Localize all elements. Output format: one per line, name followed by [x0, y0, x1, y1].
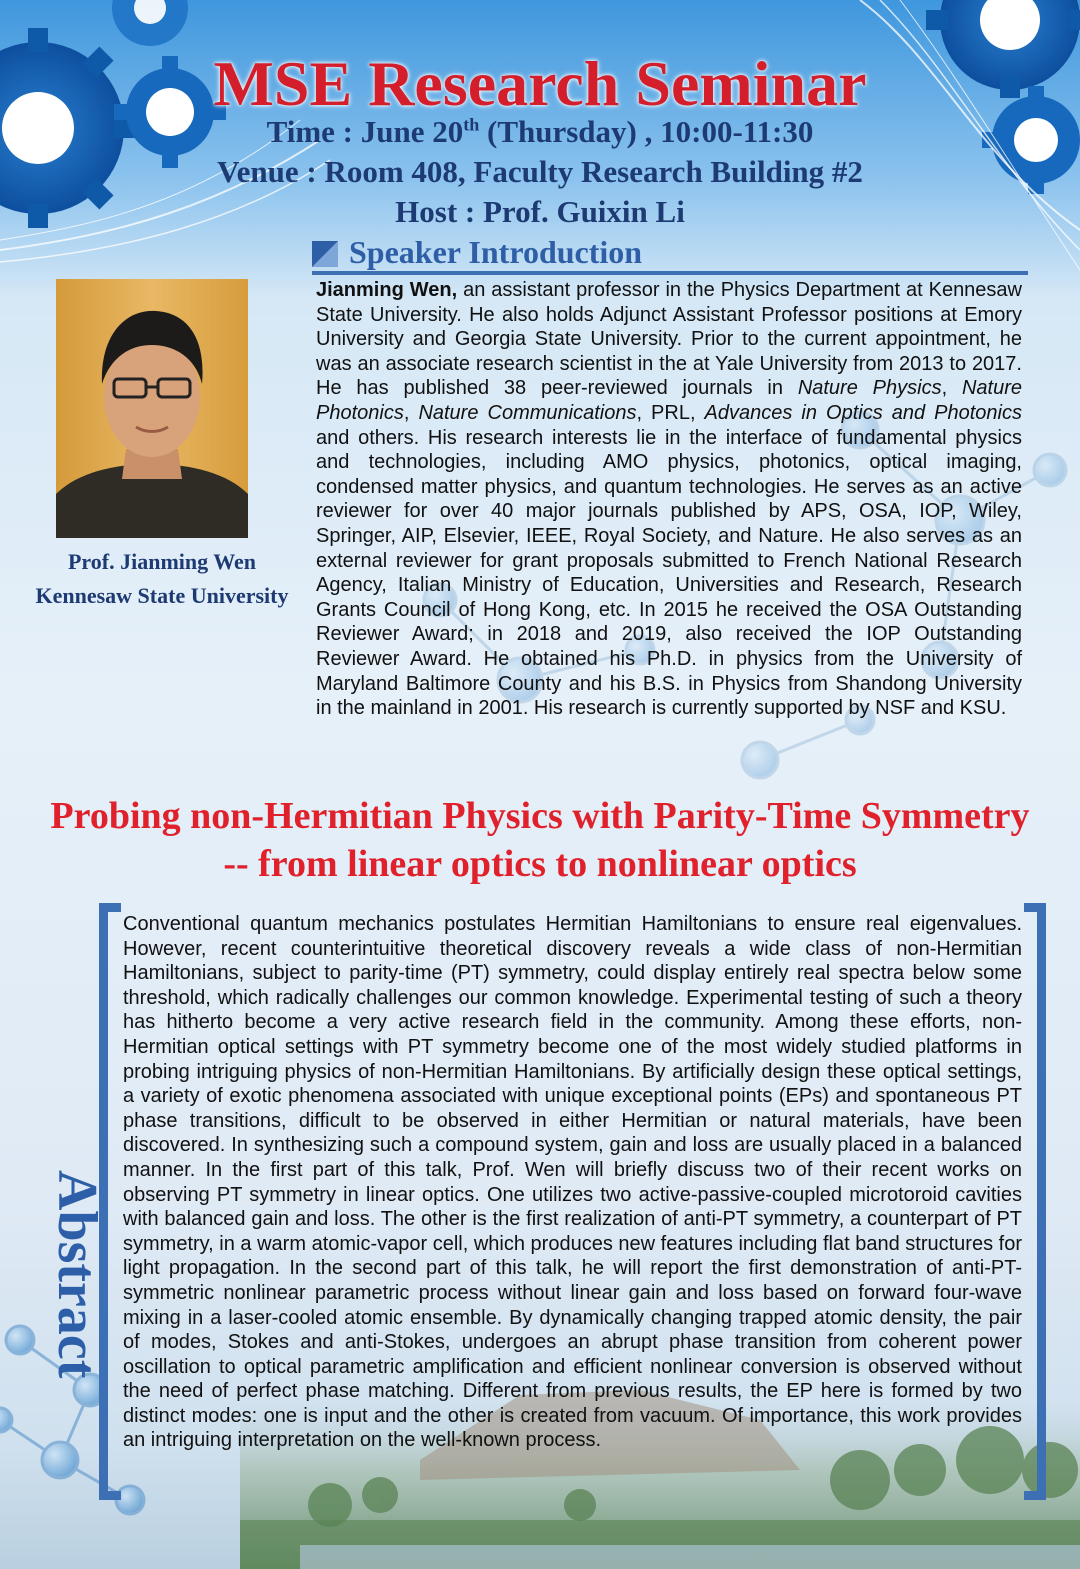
speaker-affiliation-caption: Kennesaw State University — [35, 583, 289, 608]
section-divider — [312, 271, 1028, 275]
abstract-label-text: Abstract — [46, 1170, 108, 1379]
talk-title-line-2: -- from linear optics to nonlinear optics — [223, 843, 857, 885]
time-text: Time : June 20 — [266, 114, 464, 149]
bio-text: and others. His research interests lie in the interface of fundamental physics and technologies, including AMO physics, photonics, optical imaging, condensed matter physics, and quantum technologies. He serves as an active reviewer for over 40 major journals published by APS, OSA, IOP, Wiley, Springer, AIP, Elsevier, IEEE, Royal Society, and Nature. He also serves as an external reviewer for grant proposals submitted to French National Research Agency, Italian Ministry of Education, Universities and Research, Research Grants Council of Hong Kong, etc. In 2015 he received the OSA Outstanding Reviewer Award; in 2018 and 2019, also received the IOP Outstanding Reviewer Award. He obtained his Ph.D. in physics from the University of Maryland Baltimore County and his B.S. in Physics from Shandong University in the mainland in 2001. His research is currently supported by NSF and KSU. — [316, 426, 1022, 720]
talk-title-line-1: Probing non-Hermitian Physics with Parity-Time Symmetry — [50, 795, 1030, 837]
speaker-section-title: Speaker Introduction — [349, 234, 643, 270]
speaker-section-header — [312, 232, 1028, 276]
time-ordinal: th — [463, 114, 480, 135]
seminar-venue: Venue : Room 408, Faculty Research Building #2 — [217, 154, 863, 189]
bio-separator: , — [403, 401, 419, 424]
bio-separator: , PRL, — [636, 401, 705, 424]
bio-journal: Nature Photonics — [316, 377, 1022, 424]
speaker-name-caption: Prof. Jianming Wen — [67, 549, 257, 574]
abstract-bracket-right — [1024, 903, 1046, 1500]
abstract-label — [46, 1170, 108, 1379]
bio-journal: Nature Communications — [418, 401, 637, 424]
seminar-title: MSE Research Seminar — [213, 48, 867, 119]
speaker-photo — [56, 279, 248, 538]
time-day-hours: (Thursday) , 10:00-11:30 — [479, 114, 814, 149]
bio-journal: Advances in Optics and Photonics — [704, 401, 1022, 424]
gear-icon — [112, 0, 188, 46]
portrait-illustration — [56, 279, 248, 538]
bio-separator: , — [941, 377, 962, 400]
speaker-bio — [316, 278, 1022, 721]
seminar-host: Host : Prof. Guixin Li — [395, 194, 685, 229]
bio-journal: Nature Physics — [797, 377, 942, 400]
abstract-text: Conventional quantum mechanics postulates Hermitian Hamiltonians to ensure real eigenvalues. However, recent counterintuitive theoretical discovery reveals a wide class of non-Hermitian Hamiltonians, subject to parity-time (PT) symmetry, could display entirely real spectra below some threshold, which radically challenges our common knowledge. Experimental testing of such a theory has hitherto become a very active research field in the community. Among these efforts, non-Hermitian optical settings with PT symmetry become one of the most widely studied platforms in probing intriguing physics of non-Hermitian Hamiltonians. By artificially design these optical settings, a variety of exotic phenomena associated with unique exceptional points (EPs) and spontaneous PT phase transitions, difficult to be observed in either Hermitian or natural materials, have been discovered. In synthesizing such a compound system, gain and loss are usually placed in a balanced manner. In the first part of this talk, Prof. Wen will briefly discuss two of their recent works on observing PT symmetry in linear optics. One utilizes two active-passive-coupled microtoroid cavities with balanced gain and loss. The other is the first realization of anti-PT symmetry, a counterpart of PT symmetry, in a warm atomic-vapor cell, which produces new features including flat band structures for light propagation. In the second part of this talk, he will report the first demonstration of anti-PT-symmetric nonlinear parametric process without linear gain and loss based on forward four-wave mixing in a laser-cooled atomic ensemble. By dynamically changing trapped atomic density, the pair of modes, Stokes and anti-Stokes, undergoes an abrupt phase transition from coherent power oscillation to optical parametric amplification and efficient nonlinear conversion is observed without the need of perfect phase matching. Different from previous results, the EP here is formed by two distinct modes: one is input and the other is created from vacuum. Of importance, this work provides an intriguing interpretation on the well-known process. — [123, 913, 1022, 1452]
section-marker-icon — [312, 241, 338, 267]
bio-speaker-name: Jianming Wen, — [316, 279, 458, 301]
seminar-time — [0, 112, 1080, 152]
bio-text: an assistant professor in the Physics Department at Kennesaw State University. He also holds Adjunct Assistant Professor positions at Emory University and Georgia State University. Prior to the current appointment, he was an associate research scientist in the at Yale University from 2013 to 2017. He has published 38 peer-reviewed journals in — [316, 279, 1022, 400]
